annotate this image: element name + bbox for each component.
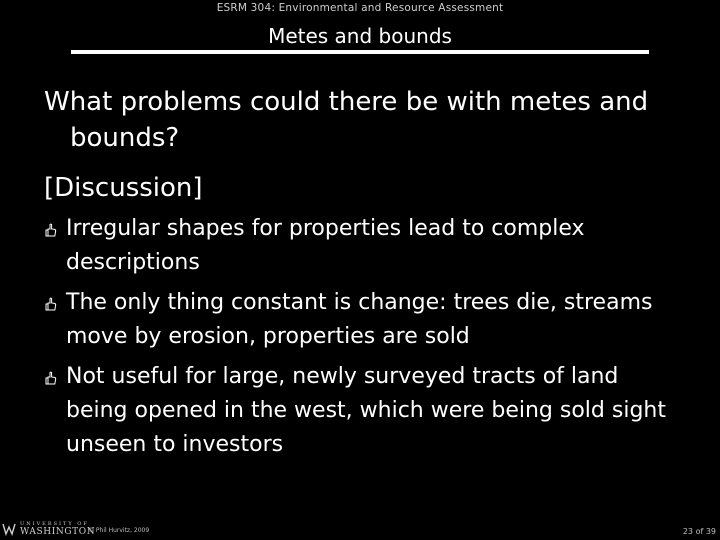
slide-number: 23 of 39 — [682, 527, 716, 536]
w-logo-icon — [2, 522, 16, 536]
pointing-hand-icon — [44, 297, 58, 311]
question-text: What problems could there be with metes and bounds? — [44, 87, 649, 153]
pointing-hand-icon — [44, 223, 58, 237]
bullet-item — [44, 212, 684, 280]
bullet-text: The only thing constant is change: trees die, streams move by erosion, properties are sold — [66, 290, 653, 349]
slide-title: Metes and bounds — [268, 24, 452, 48]
course-header: ESRM 304: Environmental and Resource Assessment — [216, 2, 504, 14]
bullet-text: Irregular shapes for properties lead to complex descriptions — [66, 216, 585, 275]
logo-text-bottom: WASHINGTON — [20, 527, 96, 537]
copyright-text: © Phil Hurvitz, 2009 — [88, 527, 150, 534]
logo-text — [20, 521, 95, 537]
bullet-text: Not useful for large, newly surveyed tracts of land being opened in the west, which were being sold sight unseen to investors — [66, 364, 666, 457]
pointing-hand-icon — [44, 371, 58, 385]
logo-text-top: UNIVERSITY OF — [20, 521, 89, 527]
bullet-item — [44, 286, 684, 354]
university-logo — [2, 521, 95, 537]
discussion-label: [Discussion] — [44, 173, 203, 203]
bullet-list — [44, 212, 684, 468]
bullet-item — [44, 360, 684, 462]
title-divider — [71, 50, 649, 54]
